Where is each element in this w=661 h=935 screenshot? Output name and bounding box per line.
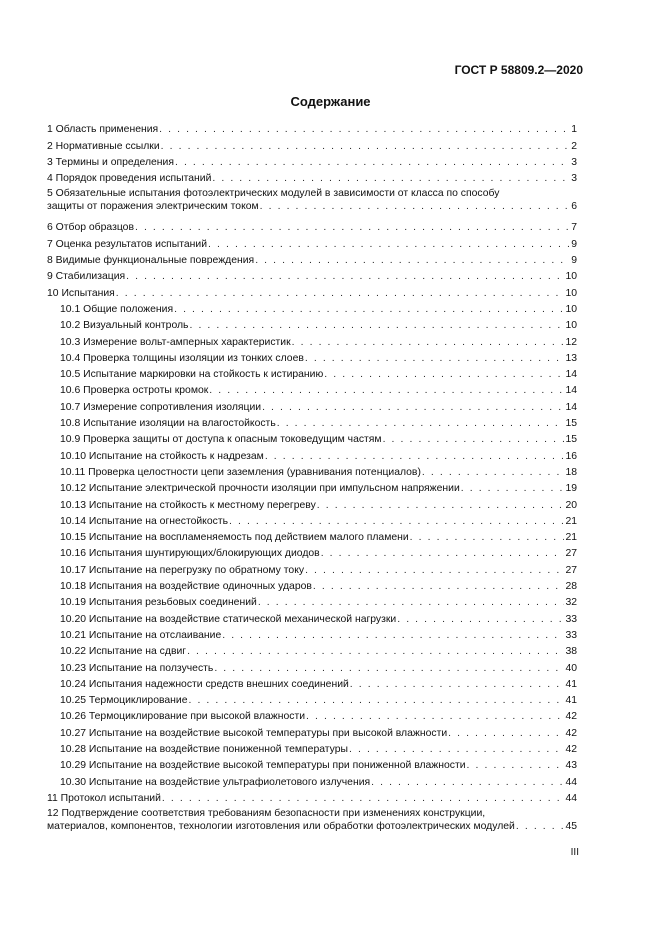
toc-entry-title: 1 Область применения <box>47 124 159 136</box>
toc-entry[interactable] <box>47 463 577 479</box>
toc-entry-title: 10.15 Испытание на воспламеняемость под действием малого пламени <box>60 532 409 544</box>
toc-entry-title: 10.2 Визуальный контроль <box>60 320 189 332</box>
toc-entry[interactable] <box>47 267 577 283</box>
toc-entry[interactable] <box>47 740 577 756</box>
toc-entry[interactable] <box>47 316 577 332</box>
page-title: Содержание <box>290 94 371 109</box>
toc-entry-title: 11 Протокол испытаний <box>47 792 161 804</box>
toc-entry-title: 7 Оценка результатов испытаний <box>47 238 208 250</box>
toc-entry-title: 10.16 Испытания шунтирующих/блокирующих диодов <box>60 548 320 560</box>
toc-entry-page: 10 <box>565 303 577 315</box>
toc-entry-page: 42 <box>565 743 577 755</box>
toc-entry[interactable] <box>47 332 577 348</box>
toc-entry-title: 10.4 Проверка толщины изоляции из тонких слоев <box>60 352 304 364</box>
toc-entry[interactable] <box>47 560 577 576</box>
dot-leader <box>208 238 570 251</box>
toc-entry-page: 6 <box>571 201 577 213</box>
dot-leader <box>324 368 564 381</box>
toc-entry-title: 8 Видимые функциональные повреждения <box>47 255 255 267</box>
toc-entry-page: 40 <box>565 662 577 674</box>
dot-leader <box>161 140 571 153</box>
toc-entry-page: 33 <box>565 613 577 625</box>
dot-leader <box>397 613 564 626</box>
toc-entry-title-cont: материалов, компонентов, технологии изготовления или обработки фотоэлектрических модулей <box>47 821 515 833</box>
toc-entry-page: 3 <box>571 173 577 185</box>
toc-entry-page: 15 <box>565 434 577 446</box>
toc-entry-page: 45 <box>565 821 577 833</box>
standard-designation: ГОСТ Р 58809.2—2020 <box>454 63 583 77</box>
toc-entry[interactable] <box>47 414 577 430</box>
toc-entry-title: 10.27 Испытание на воздействие высокой температуры при высокой влажности <box>60 727 448 739</box>
dot-leader <box>126 270 564 283</box>
dot-leader <box>371 776 564 789</box>
toc-entry-title: 10.28 Испытание на воздействие пониженной температуры <box>60 743 348 755</box>
toc-entry[interactable] <box>47 218 577 234</box>
dot-leader <box>448 727 564 740</box>
toc-entry-title: 12 Подтверждение соответствия требованиям безопасности при изменениях конструкции, <box>47 807 486 819</box>
toc-entry-title: 2 Нормативные ссылки <box>47 140 160 152</box>
toc-entry-title: 6 Отбор образцов <box>47 222 134 234</box>
toc-entry-page: 10 <box>565 287 577 299</box>
dot-leader <box>516 820 565 833</box>
page-number: III <box>570 847 579 858</box>
toc-entry-title: 10.29 Испытание на воздействие высокой температуры при пониженной влажности <box>60 760 466 772</box>
dot-leader <box>159 123 570 136</box>
dot-leader <box>422 466 565 479</box>
toc-entry-page: 21 <box>565 515 577 527</box>
dot-leader <box>317 499 565 512</box>
toc-entry-page: 44 <box>565 792 577 804</box>
dot-leader <box>162 792 565 805</box>
toc-entry-title: 10.1 Общие положения <box>60 303 174 315</box>
toc-entry[interactable] <box>47 446 577 462</box>
dot-leader <box>313 580 565 593</box>
dot-leader <box>306 710 564 723</box>
toc-entry-title: 10.3 Измерение вольт-амперных характеристик <box>60 336 291 348</box>
toc-entry[interactable] <box>47 593 577 609</box>
toc-entry[interactable] <box>47 283 577 299</box>
toc-entry[interactable] <box>47 642 577 658</box>
toc-entry-page: 32 <box>565 597 577 609</box>
dot-leader <box>188 694 564 707</box>
toc-entry[interactable] <box>47 609 577 625</box>
toc-entry-page: 28 <box>565 581 577 593</box>
toc-entry[interactable] <box>47 430 577 446</box>
toc-entry-title: 10.14 Испытание на огнестойкость <box>60 515 228 527</box>
toc-entry-page: 14 <box>565 401 577 413</box>
toc-entry[interactable] <box>47 512 577 528</box>
toc-entry-page: 38 <box>565 646 577 658</box>
toc-entry[interactable] <box>47 691 577 707</box>
toc-entry-page: 9 <box>571 238 577 250</box>
dot-leader <box>174 303 564 316</box>
toc-entry-title: 10.7 Измерение сопротивления изоляции <box>60 401 262 413</box>
dot-leader <box>292 336 565 349</box>
toc-entry-title: 10.24 Испытания надежности средств внешних соединений <box>60 678 349 690</box>
toc-entry-title: 3 Термины и определения <box>47 156 174 168</box>
toc-entry[interactable] <box>47 397 577 413</box>
dot-leader <box>258 596 565 609</box>
toc-entry[interactable] <box>47 169 577 185</box>
dot-leader <box>187 645 564 658</box>
toc-entry[interactable] <box>47 495 577 511</box>
toc-entry-title: 10.6 Проверка остроты кромок <box>60 385 209 397</box>
toc-entry[interactable] <box>47 626 577 642</box>
dot-leader <box>383 433 565 446</box>
toc-entry-title: 10.10 Испытание на стойкость к надрезам <box>60 450 264 462</box>
toc-entry[interactable] <box>47 153 577 169</box>
dot-leader <box>135 221 570 234</box>
toc-entry-title: 10.26 Термоциклирование при высокой влажности <box>60 711 306 723</box>
toc-entry-page: 10 <box>565 271 577 283</box>
toc-entry-page: 14 <box>565 369 577 381</box>
dot-leader <box>260 200 571 213</box>
toc-entry-title: 10.22 Испытание на сдвиг <box>60 646 187 658</box>
toc-entry-page: 18 <box>565 466 577 478</box>
toc-entry-page: 3 <box>571 156 577 168</box>
toc-entry[interactable] <box>47 528 577 544</box>
toc-entry-title: 10.8 Испытание изоляции на влагостойкость <box>60 418 276 430</box>
toc-entry[interactable] <box>47 136 577 152</box>
dot-leader <box>262 401 564 414</box>
toc-entry-title: 10.21 Испытание на отслаивание <box>60 629 222 641</box>
toc-entry-page: 14 <box>565 385 577 397</box>
toc-entry-page: 12 <box>565 336 577 348</box>
toc-entry-title: 10.25 Термоциклирование <box>60 695 188 707</box>
toc-entry-page: 41 <box>565 695 577 707</box>
dot-leader <box>189 319 564 332</box>
dot-leader <box>212 172 570 185</box>
toc-entry-page: 41 <box>565 678 577 690</box>
toc-entry-page: 16 <box>565 450 577 462</box>
toc-entry[interactable] <box>47 544 577 560</box>
toc-entry-title: 10.13 Испытание на стойкость к местному перегреву <box>60 499 316 511</box>
dot-leader <box>222 629 564 642</box>
toc-entry-title: 10.23 Испытание на ползучесть <box>60 662 214 674</box>
toc-entry-page: 10 <box>565 320 577 332</box>
toc-entry-title: 4 Порядок проведения испытаний <box>47 173 212 185</box>
toc-entry-title: 10.5 Испытание маркировки на стойкость к истиранию <box>60 369 324 381</box>
toc-entry-title: 10 Испытания <box>47 287 115 299</box>
dot-leader <box>255 254 570 267</box>
toc-entry[interactable] <box>47 381 577 397</box>
toc-entry-page: 1 <box>571 124 577 136</box>
toc-entry-title: 10.18 Испытания на воздействие одиночных ударов <box>60 581 312 593</box>
toc-entry[interactable] <box>47 251 577 267</box>
toc-entry-title: 10.9 Проверка защиты от доступа к опасным токоведущим частям <box>60 434 382 446</box>
dot-leader <box>461 482 565 495</box>
dot-leader <box>305 564 564 577</box>
toc-entry[interactable] <box>47 365 577 381</box>
toc-entry-page: 9 <box>571 255 577 267</box>
dot-leader <box>277 417 565 430</box>
toc-entry-page: 33 <box>565 629 577 641</box>
toc-entry[interactable] <box>47 756 577 772</box>
toc-entry-page: 2 <box>571 140 577 152</box>
toc-entry[interactable] <box>47 234 577 250</box>
toc-entry[interactable] <box>47 120 577 136</box>
toc-entry[interactable] <box>47 789 577 805</box>
dot-leader <box>321 547 565 560</box>
toc-entry-page: 15 <box>565 418 577 430</box>
toc-entry-title: 9 Стабилизация <box>47 271 126 283</box>
toc-entry-page: 19 <box>565 483 577 495</box>
toc-entry-title: 10.11 Проверка целостности цепи заземления (уравнивания потенциалов) <box>60 466 421 478</box>
toc-entry[interactable] <box>47 707 577 723</box>
toc-entry-page: 13 <box>565 352 577 364</box>
toc-entry-page: 7 <box>571 222 577 234</box>
dot-leader <box>265 450 565 463</box>
toc-entry[interactable] <box>47 349 577 365</box>
toc-entry-title: 10.19 Испытания резьбовых соединений <box>60 597 257 609</box>
toc-entry[interactable] <box>47 577 577 593</box>
dot-leader <box>214 662 564 675</box>
toc-entry-page: 21 <box>565 532 577 544</box>
toc-entry-page: 27 <box>565 564 577 576</box>
dot-leader <box>349 743 564 756</box>
toc-entry[interactable] <box>47 658 577 674</box>
toc-entry-page: 42 <box>565 711 577 723</box>
dot-leader <box>350 678 565 691</box>
toc-entry[interactable] <box>47 300 577 316</box>
dot-leader <box>467 759 565 772</box>
dot-leader <box>209 384 564 397</box>
toc-entry-title: 5 Обязательные испытания фотоэлектрических модулей в зависимости от класса по способу <box>47 188 500 200</box>
toc-entry-title-cont: защиты от поражения электрическим током <box>47 201 259 213</box>
table-of-contents <box>47 120 577 838</box>
toc-entry[interactable] <box>47 185 577 218</box>
toc-entry-title: 10.17 Испытание на перегрузку по обратному току <box>60 564 305 576</box>
toc-entry-page: 27 <box>565 548 577 560</box>
toc-entry-page: 44 <box>565 776 577 788</box>
dot-leader <box>410 531 565 544</box>
toc-entry[interactable] <box>47 479 577 495</box>
toc-entry-page: 20 <box>565 499 577 511</box>
dot-leader <box>305 352 565 365</box>
toc-entry-page: 42 <box>565 727 577 739</box>
dot-leader <box>175 156 570 169</box>
toc-entry-title: 10.20 Испытание на воздействие статической механической нагрузки <box>60 613 397 625</box>
dot-leader <box>116 287 565 300</box>
toc-entry-title: 10.12 Испытание электрической прочности изоляции при импульсном напряжении <box>60 483 460 495</box>
toc-entry-page: 43 <box>565 760 577 772</box>
toc-entry-title: 10.30 Испытание на воздействие ультрафиолетового излучения <box>60 776 371 788</box>
toc-entry[interactable] <box>47 723 577 739</box>
dot-leader <box>229 515 564 528</box>
toc-entry[interactable] <box>47 805 577 838</box>
toc-entry[interactable] <box>47 772 577 788</box>
toc-entry[interactable] <box>47 675 577 691</box>
